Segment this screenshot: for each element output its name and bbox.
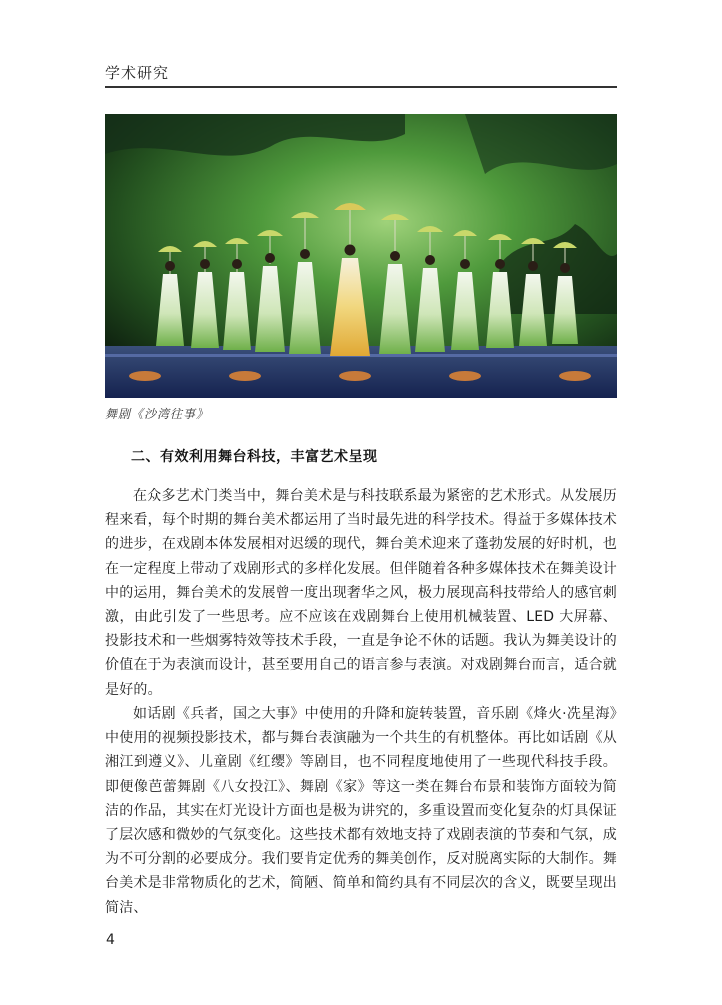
body-paragraph: 在众多艺术门类当中，舞台美术是与科技联系最为紧密的艺术形式。从发展历程来看，每个时期的舞台美术都运用了当时最先进的科学技术。得益于多媒体技术的进步，在戏剧本体发展相对迟缓的现代，舞台美术迎来了蓬勃发展的好时机，也在一定程度上带动了戏剧形式的多样化发展。但伴随着各种多媒体技术在舞美设计中的运用，舞台美术的发展曾一度出现奢华之风，极力展现高科技带给人的感官刺激，由此引发了一些思考。应不应该在戏剧舞台上使用机械装置、LED 大屏幕、投影技术和一些烟雾特效等技术手段，一直是争论不休的话题。我认为舞美设计的价值在于为表演而设计，甚至要用自己的语言参与表演。对戏剧舞台而言，适合就是好的。 <box>105 488 617 698</box>
stage-photo-drawing <box>105 114 617 398</box>
stage-photo <box>105 114 617 398</box>
figure-caption: 舞剧《沙湾往事》 <box>105 407 210 421</box>
running-header: 学术研究 <box>105 64 170 82</box>
page-number: 4 <box>106 932 115 948</box>
header-rule <box>105 86 617 88</box>
body-paragraph: 如话剧《兵者，国之大事》中使用的升降和旋转装置，音乐剧《烽火·冼星海》中使用的视频投影技术，都与舞台表演融为一个共生的有机整体。再比如话剧《从湘江到遵义》、儿童剧《红缨》等剧目，也不同程度地使用了一些现代科技手段。即便像芭蕾舞剧《八女投江》、舞剧《家》等这一类在舞台布景和装饰方面较为简洁的作品，其实在灯光设计方面也是极为讲究的，多重设置而变化复杂的灯具保证了层次感和微妙的气氛变化。这些技术都有效地支持了戏剧表演的节奏和气氛，成为不可分割的必要成分。我们要肯定优秀的舞美创作，反对脱离实际的大制作。舞台美术是非常物质化的艺术，简陋、简单和简约具有不同层次的含义，既要呈现出简洁、 <box>105 706 617 916</box>
section-heading: 二、有效利用舞台科技，丰富艺术呈现 <box>131 449 378 465</box>
